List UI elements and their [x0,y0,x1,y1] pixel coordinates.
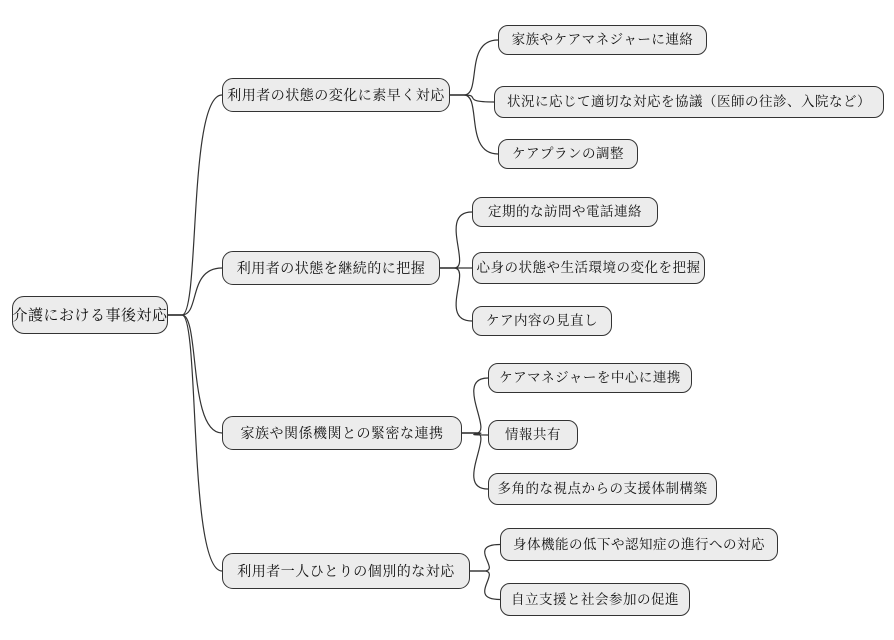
mindmap-node-l41: 身体機能の低下や認知症の進行への対応 [500,528,778,561]
mindmap-edge-root-b1 [168,95,222,315]
mindmap-node-l33: 多角的な視点からの支援体制構築 [488,473,717,505]
mindmap-edge-root-b4 [168,315,222,571]
mindmap-edge-root-b2 [168,268,222,315]
mindmap-edge-b3-l31 [462,378,488,433]
mindmap-edge-b1-l12 [450,95,494,102]
mindmap-node-l32: 情報共有 [488,420,578,450]
mindmap-edge-root-b3 [168,315,222,433]
mindmap-node-l13: ケアプランの調整 [498,139,638,169]
mindmap-edge-b3-l33 [462,433,488,489]
mindmap-node-l22: 心身の状態や生活環境の変化を把握 [472,252,705,284]
mindmap-edge-b2-l23 [440,268,472,321]
mindmap-node-b3: 家族や関係機関との緊密な連携 [222,416,462,450]
mindmap-node-l23: ケア内容の見直し [472,306,612,336]
mindmap-edge-b4-l41 [470,545,500,572]
mindmap-node-l11: 家族やケアマネジャーに連絡 [498,25,707,55]
mindmap-edge-b1-l11 [450,40,498,95]
mindmap-edge-b4-l42 [470,571,500,600]
mindmap-edge-b3-l32 [462,433,488,435]
mindmap-edge-b1-l13 [450,95,498,154]
mindmap-node-root: 介護における事後対応 [12,296,168,334]
mindmap-node-l12: 状況に応じて適切な対応を協議（医師の往診、入院など） [494,86,884,118]
mindmap-node-l42: 自立支援と社会参加の促進 [500,583,690,616]
mindmap-node-b2: 利用者の状態を継続的に把握 [222,251,440,285]
mindmap-node-l31: ケアマネジャーを中心に連携 [488,363,692,393]
mindmap-node-l21: 定期的な訪問や電話連絡 [472,197,658,227]
mindmap-node-b1: 利用者の状態の変化に素早く対応 [222,78,450,112]
mindmap-edge-b2-l21 [440,212,472,268]
mindmap-node-b4: 利用者一人ひとりの個別的な対応 [222,553,470,589]
